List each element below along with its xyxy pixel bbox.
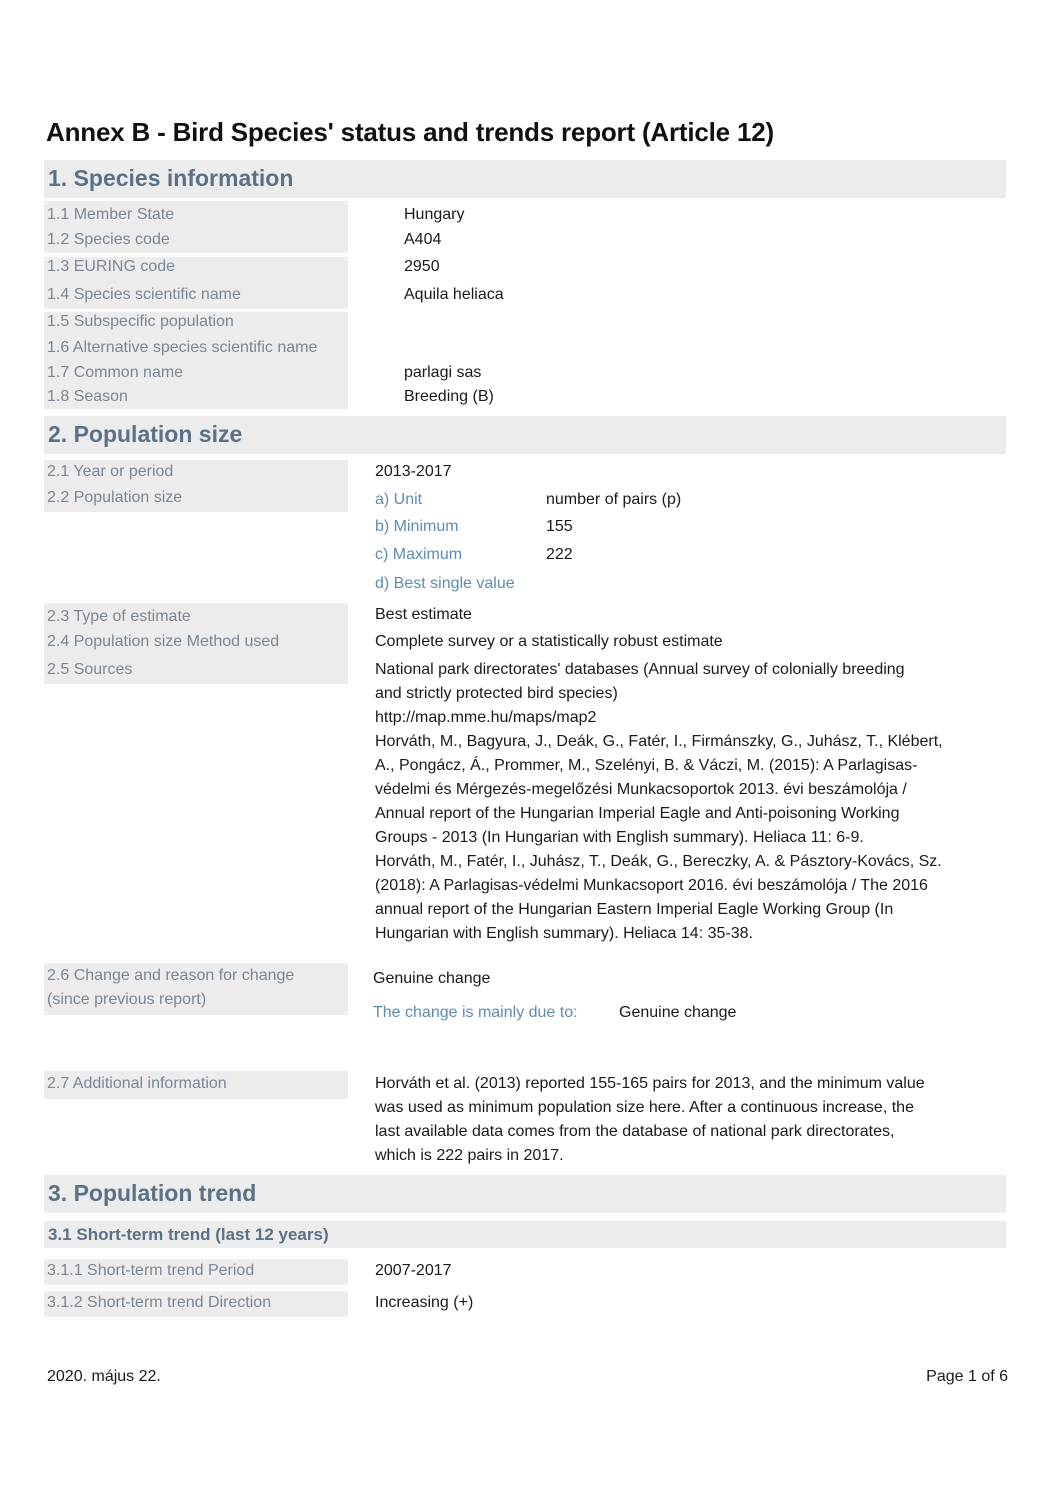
page-title: Annex B - Bird Species' status and trends report (Article 12): [46, 117, 774, 147]
sources-line: and strictly protected bird species): [375, 685, 618, 702]
field-value-method-used: Complete survey or a statistically robust estimate: [375, 633, 723, 650]
sources-line: National park directorates' databases (Annual survey of colonially breeding: [375, 661, 905, 678]
section-title: 1. Species information: [48, 165, 294, 191]
field-value-euring-code: 2950: [404, 258, 440, 275]
sources-line: Annual report of the Hungarian Imperial Eagle and Anti-poisoning Working: [375, 805, 900, 822]
field-label-sources: 2.5 Sources: [47, 661, 133, 678]
field-value-short-term-period: 2007-2017: [375, 1262, 452, 1279]
sources-line: Groups - 2013 (In Hungarian with English summary). Heliaca 11: 6-9.: [375, 829, 864, 846]
field-value-scientific-name: Aquila heliaca: [404, 286, 504, 303]
sub-value-unit: number of pairs (p): [546, 491, 682, 508]
sub-value-change-due: Genuine change: [619, 1004, 737, 1021]
field-value-species-code: A404: [404, 231, 442, 248]
sub-label-change-due: The change is mainly due to:: [373, 1004, 578, 1021]
section-title: 2. Population size: [48, 421, 243, 447]
field-label-alternative-name: 1.6 Alternative species scientific name: [47, 339, 318, 356]
field-value-type-of-estimate: Best estimate: [375, 606, 472, 623]
section-header-species-information: [44, 160, 1006, 198]
field-label-species-code: 1.2 Species code: [47, 231, 170, 248]
additional-information-text: [375, 1072, 1005, 1168]
field-value-common-name: parlagi sas: [404, 364, 482, 381]
field-label-subspecific-population: 1.5 Subspecific population: [47, 313, 234, 330]
field-label-change-reason: 2.6 Change and reason for change: [47, 967, 295, 984]
sub-value-maximum: 222: [546, 546, 573, 563]
additional-line: which is 222 pairs in 2017.: [375, 1147, 564, 1164]
sub-value-minimum: 155: [546, 518, 573, 535]
sub-label-maximum: c) Maximum: [375, 546, 463, 563]
field-label-year-or-period: 2.1 Year or period: [47, 463, 174, 480]
field-label-scientific-name: 1.4 Species scientific name: [47, 286, 241, 303]
section-title: 3. Population trend: [48, 1180, 257, 1206]
sources-text: [375, 658, 1005, 946]
field-label-population-size: 2.2 Population size: [47, 489, 183, 506]
sources-line: védelmi és Mérgezés-megelőzési Munkacsoportok 2013. évi beszámolója /: [375, 781, 907, 798]
footer-date: 2020. május 22.: [47, 1368, 161, 1385]
field-label-short-term-direction: 3.1.2 Short-term trend Direction: [47, 1294, 272, 1311]
sub-label-minimum: b) Minimum: [375, 518, 459, 535]
field-value-short-term-direction: Increasing (+): [375, 1294, 474, 1311]
sources-line: http://map.mme.hu/maps/map2: [375, 709, 597, 726]
field-value-season: Breeding (B): [404, 388, 494, 405]
field-label-type-of-estimate: 2.3 Type of estimate: [47, 608, 191, 625]
sources-line: Hungarian with English summary). Heliaca 14: 35-38.: [375, 925, 753, 942]
sources-line: (2018): A Parlagisas-védelmi Munkacsoport 2016. évi beszámolója / The 2016: [375, 877, 928, 894]
field-value-year-or-period: 2013-2017: [375, 463, 452, 480]
subsection-title: 3.1 Short-term trend (last 12 years): [48, 1225, 329, 1244]
additional-line: was used as minimum population size here. After a continuous increase, the: [375, 1099, 914, 1116]
sources-line: Horváth, M., Fatér, I., Juhász, T., Deák, G., Bereczky, A. & Pásztory-Kovács, Sz.: [375, 853, 942, 870]
sources-line: Horváth, M., Bagyura, J., Deák, G., Fatér, I., Firmánszky, G., Juhász, T., Klébert,: [375, 733, 943, 750]
field-label-euring-code: 1.3 EURING code: [47, 258, 176, 275]
field-label-season: 1.8 Season: [47, 388, 128, 405]
field-label-method-used: 2.4 Population size Method used: [47, 633, 280, 650]
field-label-change-reason-2: (since previous report): [47, 991, 207, 1008]
sources-line: A., Pongácz, Á., Prommer, M., Szelényi, B. & Váczi, M. (2015): A Parlagisas-: [375, 757, 918, 774]
subsection-header-short-term-trend: [44, 1221, 1006, 1248]
section-header-population-size: [44, 416, 1006, 454]
field-value-change-reason: Genuine change: [373, 970, 491, 987]
additional-line: last available data comes from the database of national park directorates,: [375, 1123, 895, 1140]
field-label-additional-information: 2.7 Additional information: [47, 1075, 227, 1092]
field-label-member-state: 1.1 Member State: [47, 206, 175, 223]
section-header-population-trend: [44, 1175, 1006, 1213]
sub-label-unit: a) Unit: [375, 491, 423, 508]
field-label-short-term-period: 3.1.1 Short-term trend Period: [47, 1262, 255, 1279]
additional-line: Horváth et al. (2013) reported 155-165 pairs for 2013, and the minimum value: [375, 1075, 925, 1092]
field-value-member-state: Hungary: [404, 206, 465, 223]
footer-page-number: Page 1 of 6: [926, 1368, 1008, 1385]
field-label-common-name: 1.7 Common name: [47, 364, 184, 381]
sub-label-best-single-value: d) Best single value: [375, 575, 515, 592]
sources-line: annual report of the Hungarian Eastern Imperial Eagle Working Group (In: [375, 901, 894, 918]
